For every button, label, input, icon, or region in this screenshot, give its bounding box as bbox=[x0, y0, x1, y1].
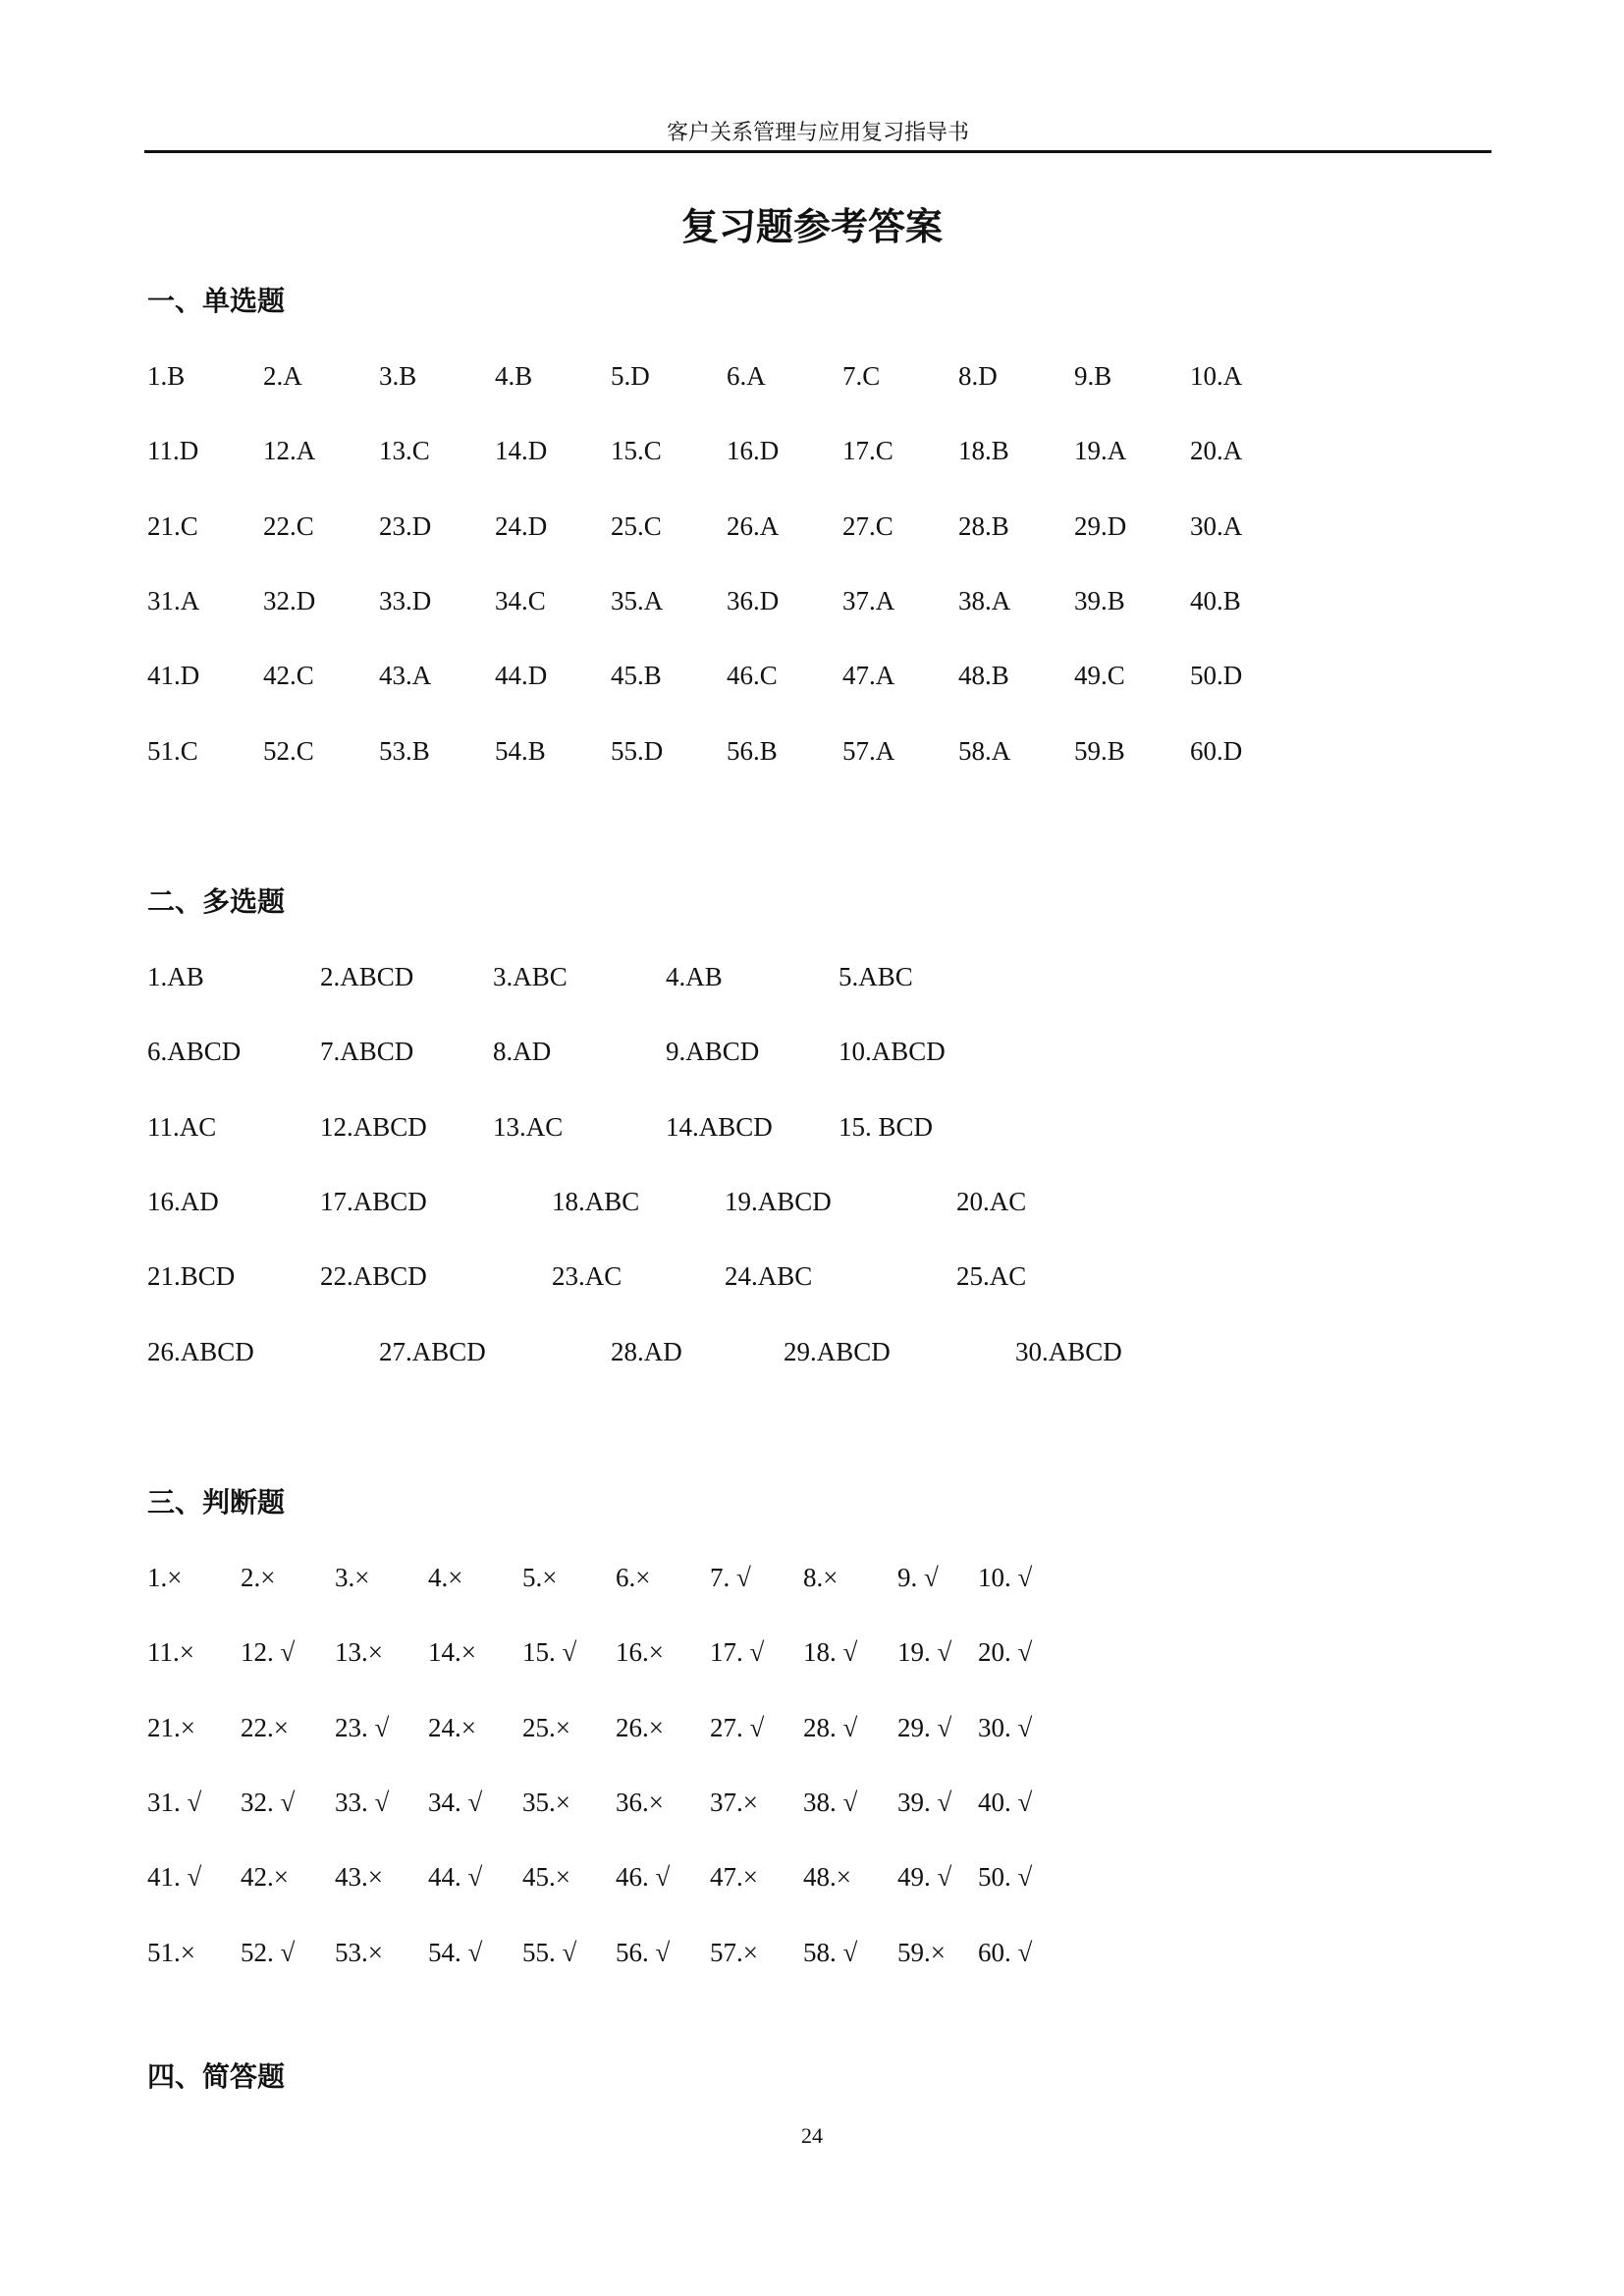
answer-item: 12.A bbox=[263, 436, 316, 465]
header-rule bbox=[144, 150, 1491, 153]
answer-item: 30. √ bbox=[978, 1713, 1033, 1742]
answer-item: 34.C bbox=[495, 586, 546, 615]
answer-item: 16.D bbox=[727, 436, 780, 465]
answer-item: 5.D bbox=[611, 361, 650, 391]
answer-item: 11.AC bbox=[147, 1112, 217, 1142]
answer-item: 56.B bbox=[727, 736, 778, 766]
answer-item: 16.AD bbox=[147, 1187, 219, 1216]
answer-item: 6.ABCD bbox=[147, 1037, 242, 1066]
answer-item: 25.AC bbox=[956, 1261, 1027, 1291]
answer-item: 4.× bbox=[428, 1563, 463, 1592]
answer-item: 15. √ bbox=[522, 1637, 577, 1667]
answer-item: 11.× bbox=[147, 1637, 194, 1667]
answer-item: 3.× bbox=[335, 1563, 370, 1592]
section-title-single-choice: 一、单选题 bbox=[147, 285, 286, 317]
answer-item: 2.× bbox=[241, 1563, 276, 1592]
answer-item: 7. √ bbox=[710, 1563, 751, 1592]
answer-item: 42.C bbox=[263, 661, 314, 690]
answer-item: 30.A bbox=[1190, 511, 1243, 541]
answer-item: 28.AD bbox=[611, 1337, 682, 1366]
answer-item: 48.B bbox=[958, 661, 1009, 690]
answer-item: 32. √ bbox=[241, 1788, 296, 1817]
answer-item: 58.A bbox=[958, 736, 1011, 766]
answer-item: 33. √ bbox=[335, 1788, 390, 1817]
answer-item: 13.AC bbox=[493, 1112, 564, 1142]
answer-item: 8.× bbox=[803, 1563, 839, 1592]
answer-item: 26.× bbox=[616, 1713, 664, 1742]
answer-item: 32.D bbox=[263, 586, 316, 615]
answer-item: 23.D bbox=[379, 511, 432, 541]
answer-item: 2.ABCD bbox=[320, 962, 414, 991]
answer-item: 24.ABC bbox=[725, 1261, 813, 1291]
answer-item: 10.A bbox=[1190, 361, 1243, 391]
answer-item: 21.BCD bbox=[147, 1261, 236, 1291]
answer-item: 52. √ bbox=[241, 1938, 296, 1967]
answer-item: 10.ABCD bbox=[839, 1037, 946, 1066]
answer-item: 15.C bbox=[611, 436, 662, 465]
answer-item: 29. √ bbox=[897, 1713, 952, 1742]
answer-item: 43.× bbox=[335, 1862, 383, 1892]
answer-item: 37.A bbox=[842, 586, 895, 615]
answer-item: 4.B bbox=[495, 361, 533, 391]
answer-item: 51.C bbox=[147, 736, 198, 766]
answer-item: 47.× bbox=[710, 1862, 758, 1892]
answer-item: 54. √ bbox=[428, 1938, 483, 1967]
answer-item: 44. √ bbox=[428, 1862, 483, 1892]
answer-item: 18.B bbox=[958, 436, 1009, 465]
answer-item: 35.A bbox=[611, 586, 664, 615]
answer-item: 3.ABC bbox=[493, 962, 568, 991]
answer-item: 17.ABCD bbox=[320, 1187, 427, 1216]
answer-item: 14.ABCD bbox=[666, 1112, 773, 1142]
answer-item: 1.AB bbox=[147, 962, 204, 991]
answer-item: 18.ABC bbox=[552, 1187, 640, 1216]
section-title-true-false: 三、判断题 bbox=[147, 1486, 286, 1519]
answer-item: 59.B bbox=[1074, 736, 1125, 766]
answer-item: 20.AC bbox=[956, 1187, 1027, 1216]
answer-item: 41.D bbox=[147, 661, 200, 690]
answer-item: 52.C bbox=[263, 736, 314, 766]
answer-item: 50. √ bbox=[978, 1862, 1033, 1892]
answer-item: 31.A bbox=[147, 586, 200, 615]
answer-item: 39. √ bbox=[897, 1788, 952, 1817]
answer-item: 30.ABCD bbox=[1015, 1337, 1122, 1366]
answer-item: 41. √ bbox=[147, 1862, 202, 1892]
answer-item: 15. BCD bbox=[839, 1112, 934, 1142]
answer-item: 13.C bbox=[379, 436, 430, 465]
answer-item: 8.D bbox=[958, 361, 998, 391]
answer-item: 34. √ bbox=[428, 1788, 483, 1817]
answer-item: 12.ABCD bbox=[320, 1112, 427, 1142]
answer-item: 48.× bbox=[803, 1862, 851, 1892]
answer-item: 27.ABCD bbox=[379, 1337, 486, 1366]
answer-item: 20.A bbox=[1190, 436, 1243, 465]
answer-item: 1.× bbox=[147, 1563, 183, 1592]
answer-item: 60.D bbox=[1190, 736, 1243, 766]
answer-item: 55. √ bbox=[522, 1938, 577, 1967]
answer-item: 46.C bbox=[727, 661, 778, 690]
answer-item: 24.D bbox=[495, 511, 548, 541]
answer-item: 45.× bbox=[522, 1862, 570, 1892]
answer-item: 53.B bbox=[379, 736, 430, 766]
answer-item: 27.C bbox=[842, 511, 893, 541]
answer-item: 3.B bbox=[379, 361, 417, 391]
answer-item: 28.B bbox=[958, 511, 1009, 541]
answer-item: 47.A bbox=[842, 661, 895, 690]
answer-item: 9. √ bbox=[897, 1563, 939, 1592]
answer-item: 1.B bbox=[147, 361, 186, 391]
answer-item: 53.× bbox=[335, 1938, 383, 1967]
answer-item: 12. √ bbox=[241, 1637, 296, 1667]
answer-item: 26.A bbox=[727, 511, 780, 541]
answer-item: 10. √ bbox=[978, 1563, 1033, 1592]
answer-item: 19. √ bbox=[897, 1637, 952, 1667]
answer-item: 49.C bbox=[1074, 661, 1125, 690]
answer-item: 14.D bbox=[495, 436, 548, 465]
section-title-short-answer: 四、简答题 bbox=[147, 2060, 286, 2093]
answer-item: 19.ABCD bbox=[725, 1187, 832, 1216]
answer-item: 6.× bbox=[616, 1563, 651, 1592]
answer-item: 51.× bbox=[147, 1938, 195, 1967]
answer-item: 36.D bbox=[727, 586, 780, 615]
answer-item: 2.A bbox=[263, 361, 302, 391]
answer-item: 4.AB bbox=[666, 962, 723, 991]
answer-item: 40. √ bbox=[978, 1788, 1033, 1817]
answer-item: 27. √ bbox=[710, 1713, 765, 1742]
answer-item: 7.C bbox=[842, 361, 881, 391]
answer-item: 36.× bbox=[616, 1788, 664, 1817]
answer-item: 13.× bbox=[335, 1637, 383, 1667]
answer-item: 56. √ bbox=[616, 1938, 671, 1967]
answer-item: 57.× bbox=[710, 1938, 758, 1967]
answer-item: 11.D bbox=[147, 436, 199, 465]
answer-item: 9.ABCD bbox=[666, 1037, 760, 1066]
answer-item: 29.D bbox=[1074, 511, 1127, 541]
answer-item: 28. √ bbox=[803, 1713, 858, 1742]
page-title: 复习题参考答案 bbox=[680, 205, 943, 248]
answer-item: 44.D bbox=[495, 661, 548, 690]
answer-item: 23.AC bbox=[552, 1261, 623, 1291]
answer-item: 18. √ bbox=[803, 1637, 858, 1667]
answer-item: 8.AD bbox=[493, 1037, 552, 1066]
answer-item: 7.ABCD bbox=[320, 1037, 414, 1066]
answer-item: 22.ABCD bbox=[320, 1261, 427, 1291]
answer-item: 38. √ bbox=[803, 1788, 858, 1817]
answer-item: 22.× bbox=[241, 1713, 289, 1742]
answer-item: 31. √ bbox=[147, 1788, 202, 1817]
answer-item: 60. √ bbox=[978, 1938, 1033, 1967]
answer-item: 21.× bbox=[147, 1713, 195, 1742]
answer-item: 16.× bbox=[616, 1637, 664, 1667]
answer-item: 38.A bbox=[958, 586, 1011, 615]
answer-item: 23. √ bbox=[335, 1713, 390, 1742]
answer-item: 50.D bbox=[1190, 661, 1243, 690]
answer-item: 20. √ bbox=[978, 1637, 1033, 1667]
answer-item: 25.× bbox=[522, 1713, 570, 1742]
page-number: 24 bbox=[801, 2123, 823, 2148]
answer-item: 45.B bbox=[611, 661, 662, 690]
answer-item: 40.B bbox=[1190, 586, 1241, 615]
answer-item: 35.× bbox=[522, 1788, 570, 1817]
answer-item: 59.× bbox=[897, 1938, 946, 1967]
answer-item: 39.B bbox=[1074, 586, 1125, 615]
answer-item: 14.× bbox=[428, 1637, 476, 1667]
answer-item: 26.ABCD bbox=[147, 1337, 254, 1366]
answer-item: 25.C bbox=[611, 511, 662, 541]
answer-item: 33.D bbox=[379, 586, 432, 615]
section-title-multiple-choice: 二、多选题 bbox=[147, 885, 286, 918]
answer-item: 9.B bbox=[1074, 361, 1112, 391]
answer-item: 46. √ bbox=[616, 1862, 671, 1892]
answer-item: 6.A bbox=[727, 361, 766, 391]
answer-item: 57.A bbox=[842, 736, 895, 766]
answer-item: 17.C bbox=[842, 436, 893, 465]
answer-item: 43.A bbox=[379, 661, 432, 690]
answer-item: 21.C bbox=[147, 511, 198, 541]
answer-item: 17. √ bbox=[710, 1637, 765, 1667]
answer-item: 24.× bbox=[428, 1713, 476, 1742]
running-header: 客户关系管理与应用复习指导书 bbox=[666, 121, 969, 145]
answer-item: 58. √ bbox=[803, 1938, 858, 1967]
answer-item: 55.D bbox=[611, 736, 664, 766]
answer-item: 22.C bbox=[263, 511, 314, 541]
answer-item: 42.× bbox=[241, 1862, 289, 1892]
answer-item: 5.× bbox=[522, 1563, 558, 1592]
answer-item: 5.ABC bbox=[839, 962, 913, 991]
answer-item: 49. √ bbox=[897, 1862, 952, 1892]
answer-item: 54.B bbox=[495, 736, 546, 766]
answer-item: 37.× bbox=[710, 1788, 758, 1817]
answer-item: 19.A bbox=[1074, 436, 1127, 465]
answer-item: 29.ABCD bbox=[784, 1337, 891, 1366]
